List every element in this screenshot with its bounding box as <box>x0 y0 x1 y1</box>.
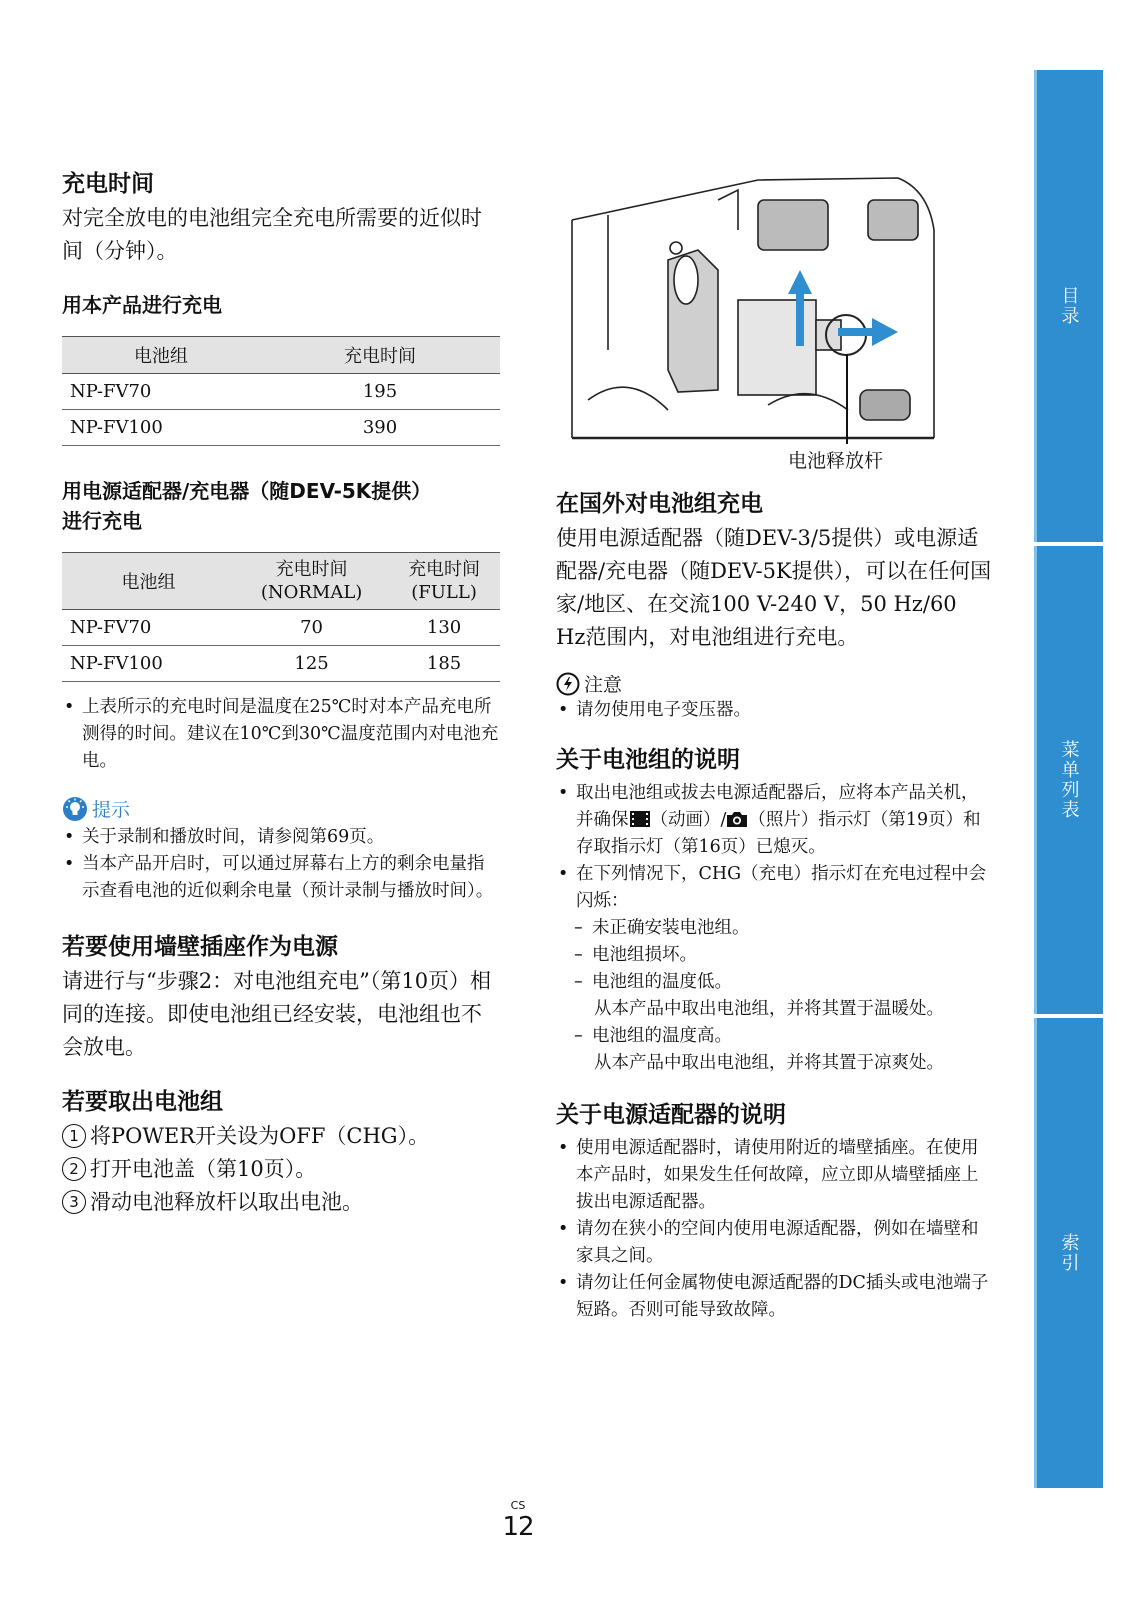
column-header-full <box>388 553 500 610</box>
charge-time-description: 对完全放电的电池组完全充电所需要的近似时间（分钟）。 <box>62 206 482 263</box>
callout-line <box>846 354 848 444</box>
adapter-charge-title <box>62 476 500 536</box>
column-header: 电池组 <box>62 337 260 374</box>
battery-model-cell: NP-FV100 <box>62 646 235 682</box>
step-number: 2 <box>62 1157 86 1181</box>
caution-label: 注意 <box>584 674 623 696</box>
list-item: • 当本产品开启时，可以通过屏幕右上方的剩余电量指示查看电池的近似剩余电量（预计录制与播放时间）。 <box>62 851 500 905</box>
charge-time-cell: 70 <box>235 610 388 646</box>
caution-heading <box>556 670 992 697</box>
note-text: （动画）/ <box>650 810 727 830</box>
product-charge-table <box>62 336 500 446</box>
step-item <box>62 1186 500 1219</box>
adapter-charge-table <box>62 552 500 682</box>
blink-cases-list <box>556 915 992 996</box>
table-note-list <box>62 694 500 775</box>
abroad-charge-title: 在国外对电池组充电 <box>556 491 763 517</box>
step-number: 3 <box>62 1190 86 1214</box>
battery-model-cell: NP-FV100 <box>62 410 260 446</box>
tab-contents[interactable] <box>1034 70 1103 542</box>
battery-release-illustration <box>568 170 948 442</box>
tip-label: 提示 <box>92 799 131 821</box>
list-item: • 请勿使用电子变压器。 <box>556 697 992 724</box>
caution-list <box>556 697 992 724</box>
step-text: 滑动电池释放杆以取出电池。 <box>90 1190 363 1214</box>
step-item <box>62 1153 500 1186</box>
blink-case-remedy: 从本产品中取出电池组，并将其置于温暖处。 <box>594 999 944 1019</box>
table-row <box>62 646 500 682</box>
right-column <box>556 170 992 1324</box>
blink-cases-list <box>556 1023 992 1050</box>
step-text: 打开电池盖（第10页）。 <box>90 1157 317 1181</box>
adapter-notes-list <box>556 1135 992 1324</box>
adapter-notes-title: 关于电源适配器的说明 <box>556 1102 786 1128</box>
adapter-charge-title-line2: 进行充电 <box>62 509 142 533</box>
product-charge-title: 用本产品进行充电 <box>62 293 222 317</box>
list-item: • 请勿让任何金属物使电源适配器的DC插头或电池端子短路。否则可能导致故障。 <box>556 1270 992 1324</box>
table-header-row <box>62 337 500 374</box>
callout-area <box>556 442 992 482</box>
tab-menu-list[interactable] <box>1034 546 1103 1014</box>
remove-steps <box>62 1120 500 1219</box>
list-item: • 关于录制和播放时间，请参阅第69页。 <box>62 824 500 851</box>
column-header-mode: (FULL) <box>411 582 477 603</box>
column-header-normal <box>235 553 388 610</box>
column-header: 充电时间 <box>260 337 500 374</box>
note-text: 取出电池组或拔去电源适配器后，应将本产品关机，并确保 <box>576 783 979 830</box>
wall-outlet-description: 请进行与“步骤2：对电池组充电”（第10页）相同的连接。即使电池组已经安装，电池组也不会放电。 <box>62 969 492 1059</box>
column-header-mode: (NORMAL) <box>260 582 363 603</box>
charge-time-cell: 185 <box>388 646 500 682</box>
list-item: • 在下列情况下，CHG（充电）指示灯在充电过程中会闪烁： <box>556 861 992 915</box>
battery-model-cell: NP-FV70 <box>62 610 235 646</box>
tab-label: 索引 <box>1058 1233 1080 1273</box>
list-item <box>556 780 992 861</box>
tab-label: 目录 <box>1058 286 1080 326</box>
list-item: – 电池组的温度低。 <box>574 969 992 996</box>
tip-list <box>62 824 500 905</box>
list-item: – 电池组的温度高。 <box>574 1023 992 1050</box>
table-row <box>62 610 500 646</box>
caution-icon <box>556 672 580 696</box>
column-header-label: 充电时间 <box>275 559 348 580</box>
battery-notes-list <box>556 780 992 915</box>
language-code: CS <box>510 1499 526 1512</box>
column-header: 电池组 <box>62 553 235 610</box>
table-header-row <box>62 553 500 610</box>
tab-label: 菜单列表 <box>1058 740 1080 820</box>
note-text: （照片）指示灯（第19页）和存取指示灯（第16页）已熄灭。 <box>576 810 981 857</box>
column-header-label: 充电时间 <box>408 559 481 580</box>
charge-time-cell: 390 <box>260 410 500 446</box>
list-item: • 使用电源适配器时，请使用附近的墙壁插座。在使用本产品时，如果发生任何故障，应立即从墙壁插座上拔出电源适配器。 <box>556 1135 992 1216</box>
table-row <box>62 374 500 410</box>
wall-outlet-title: 若要使用墙壁插座作为电源 <box>62 934 338 960</box>
lightbulb-tip-icon <box>62 796 88 822</box>
page-number: 12 <box>502 1512 534 1542</box>
adapter-charge-title-line1: 用电源适配器/充电器（随DEV-5K提供） <box>62 479 432 503</box>
step-text: 将POWER开关设为OFF（CHG）。 <box>90 1124 430 1148</box>
camera-icon <box>726 810 748 828</box>
abroad-charge-description: 使用电源适配器（随DEV-3/5提供）或电源适配器/充电器（随DEV-5K提供），可以在任何国家/地区、在交流100 V-240 V，50 Hz/60 Hz范围内，对电池组进行充电。 <box>556 526 992 649</box>
tip-heading <box>62 795 500 822</box>
blink-case-remedy: 从本产品中取出电池组，并将其置于凉爽处。 <box>594 1053 944 1073</box>
table-row <box>62 410 500 446</box>
movie-icon <box>629 810 651 828</box>
list-item: • 请勿在狭小的空间内使用电源适配器，例如在墙壁和家具之间。 <box>556 1216 992 1270</box>
charge-time-title: 充电时间 <box>62 171 154 197</box>
list-item: – 电池组损坏。 <box>574 942 992 969</box>
list-item: • 上表所示的充电时间是温度在25℃时对本产品充电所测得的时间。建议在10℃到30℃温度范围内对电池充电。 <box>62 694 500 775</box>
list-item: – 未正确安装电池组。 <box>574 915 992 942</box>
left-column <box>62 168 500 1219</box>
remove-battery-title: 若要取出电池组 <box>62 1089 223 1115</box>
step-number: 1 <box>62 1124 86 1148</box>
figure-label: 电池释放杆 <box>788 450 884 472</box>
page-footer <box>500 1500 536 1542</box>
step-item <box>62 1120 500 1153</box>
battery-model-cell: NP-FV70 <box>62 374 260 410</box>
charge-time-cell: 130 <box>388 610 500 646</box>
battery-notes-title: 关于电池组的说明 <box>556 747 740 773</box>
charge-time-cell: 125 <box>235 646 388 682</box>
tab-index[interactable] <box>1034 1018 1103 1488</box>
charge-time-cell: 195 <box>260 374 500 410</box>
